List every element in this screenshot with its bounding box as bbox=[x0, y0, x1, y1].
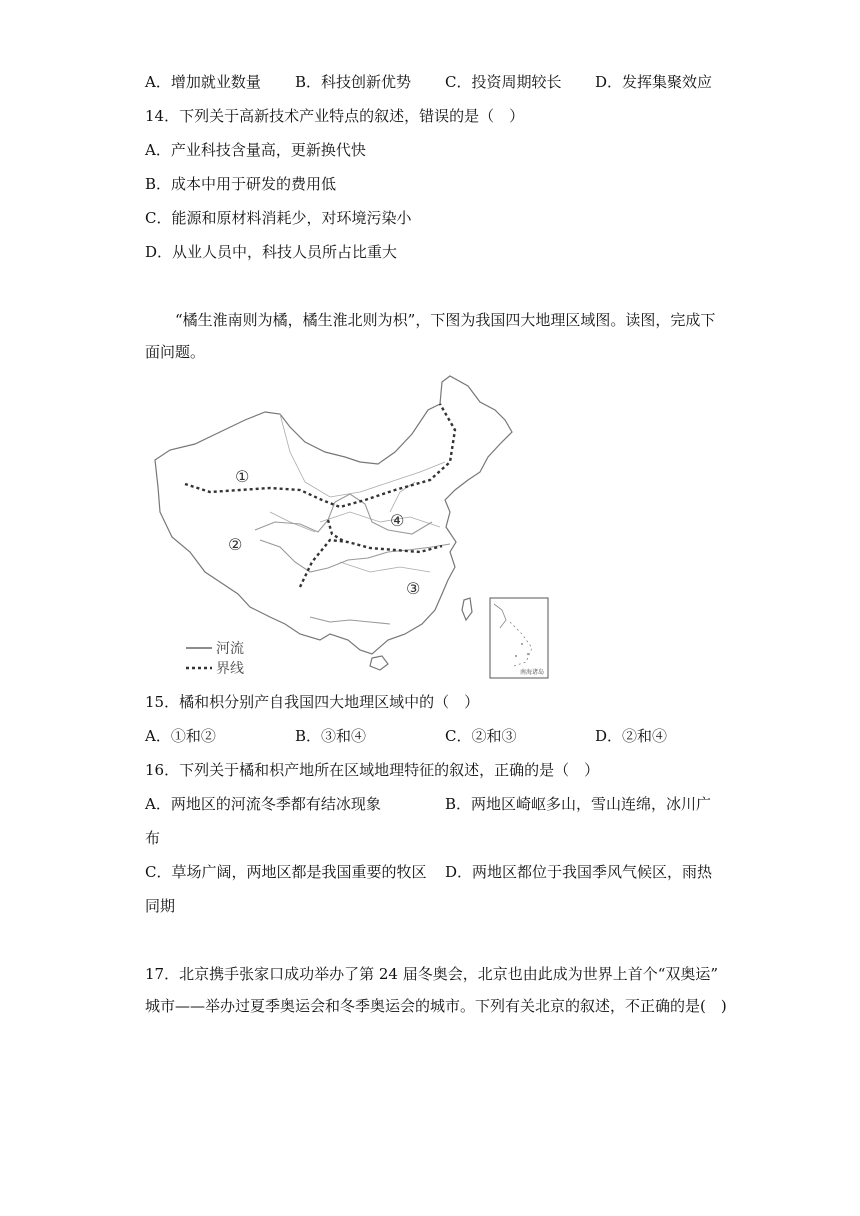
passage-intro-line2: 面问题。 bbox=[145, 343, 206, 361]
q16-option-a: A．两地区的河流冬季都有结冰现象 bbox=[145, 795, 381, 813]
q15-option-d: D．②和④ bbox=[595, 727, 668, 745]
q14-option-c: C．能源和原材料消耗少，对环境污染小 bbox=[145, 209, 412, 227]
q13-option-a: A．增加就业数量 bbox=[145, 73, 261, 91]
q13-option-c: C．投资周期较长 bbox=[445, 73, 562, 91]
region-border-line-3 bbox=[328, 520, 345, 542]
inset-island bbox=[521, 643, 523, 645]
inset-island bbox=[527, 653, 529, 655]
q15-option-c: C．②和③ bbox=[445, 727, 517, 745]
legend-river-label: 河流 bbox=[216, 641, 244, 657]
q14-option-a: A．产业科技含量高，更新换代快 bbox=[145, 141, 366, 159]
q14-option-d: D．从业人员中，科技人员所占比重大 bbox=[145, 243, 398, 261]
china-regions-map bbox=[150, 372, 560, 682]
q15-option-a: A．①和② bbox=[145, 727, 216, 745]
region-label-2: ② bbox=[228, 535, 243, 554]
q16-option-d-line1: D．两地区都位于我国季风气候区，雨热 bbox=[445, 863, 713, 881]
country-outline bbox=[155, 376, 512, 654]
legend-border-label: 界线 bbox=[216, 661, 244, 677]
river-south bbox=[310, 617, 390, 624]
q17-stem-line2: 城市——举办过夏季奥运会和冬季奥运会的城市。下列有关北京的叙述，不正确的是( ) bbox=[145, 997, 727, 1015]
q15-option-b: B．③和④ bbox=[295, 727, 367, 745]
passage-intro-line1: “橘生淮南则为橘，橘生淮北则为枳”，下图为我国四大地理区域图。读图，完成下 bbox=[175, 311, 716, 329]
region-label-1: ① bbox=[235, 467, 250, 486]
q15-stem: 15．橘和枳分别产自我国四大地理区域中的（ ） bbox=[145, 693, 480, 711]
inset-coast bbox=[494, 604, 506, 628]
q13-option-b: B．科技创新优势 bbox=[295, 73, 412, 91]
q14-option-b: B．成本中用于研发的费用低 bbox=[145, 175, 337, 193]
q17-stem-line1: 17．北京携手张家口成功举办了第 24 届冬奥会，北京也由此成为世界上首个“双奥运” bbox=[145, 965, 719, 983]
q16-option-b-line2: 布 bbox=[145, 829, 161, 847]
south-china-sea-inset bbox=[490, 598, 548, 678]
taiwan-island bbox=[462, 598, 472, 620]
q16-stem: 16．下列关于橘和枳产地所在区域地理特征的叙述，正确的是（ ） bbox=[145, 761, 600, 779]
q16-option-d-line2: 同期 bbox=[145, 897, 176, 915]
q14-stem: 14．下列关于高新技术产业特点的叙述，错误的是（ ） bbox=[145, 107, 525, 125]
q16-option-b-line1: B．两地区崎岖多山，雪山连绵，冰川广 bbox=[445, 795, 712, 813]
inset-label: 南海诸岛 bbox=[520, 669, 545, 676]
region-border-line-2 bbox=[300, 540, 442, 587]
region-label-4: ④ bbox=[390, 511, 405, 530]
q13-option-d: D．发挥集聚效应 bbox=[595, 73, 713, 91]
region-border-line bbox=[185, 404, 455, 507]
q16-option-c: C．草场广阔，两地区都是我国重要的牧区 bbox=[145, 863, 427, 881]
hainan-island bbox=[370, 656, 388, 670]
inset-island bbox=[515, 655, 517, 657]
region-label-3: ③ bbox=[406, 579, 421, 598]
